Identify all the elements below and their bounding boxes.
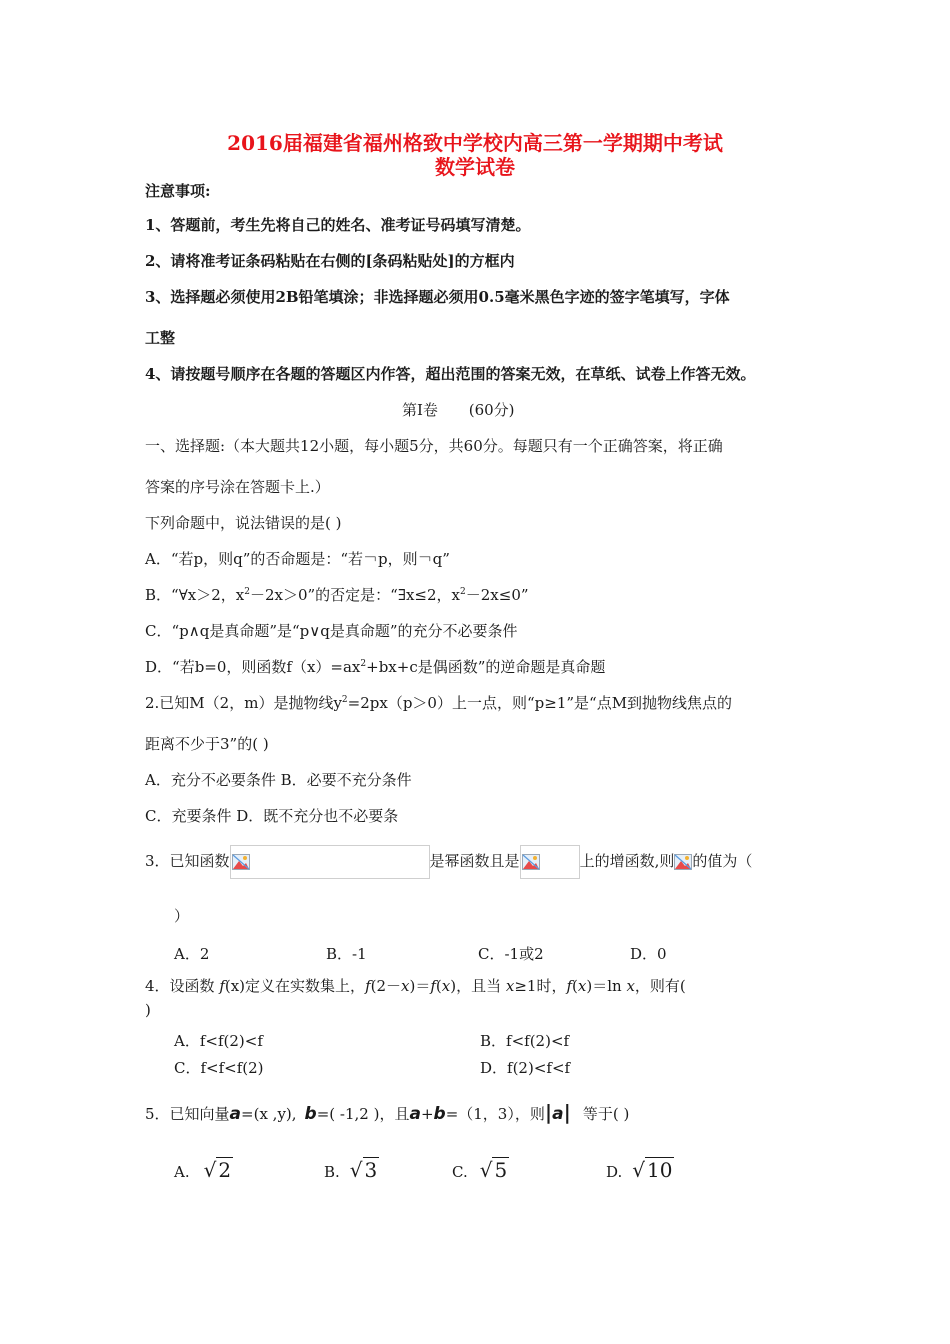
q4-t1: 定义在实数集上， [245,977,366,995]
q5-option-b [324,1158,379,1182]
q5-vector-a: a [229,1104,242,1124]
section-intro-1: 一、选择题:（本大题共12小题，每小题5分，共60分。每题只有一个正确答案，将正确 [145,437,723,455]
q4-x6: x [626,977,635,995]
q1-d-sup: 2 [360,659,367,669]
q5-option-a [174,1158,233,1182]
q4-stem-close: ) [145,1001,151,1019]
exam-subtitle: 数学试卷 [435,155,515,179]
q4-t9: ，则有( [634,977,686,995]
q4-option-a: A．f<f(2)<f [174,1032,263,1050]
q1-d-post: +bx+c是偶函数”的逆命题是真命题 [366,658,606,676]
q4-x5: x [577,977,587,995]
q1-option-d [145,656,605,677]
q5-option-c [452,1158,509,1182]
broken-image-icon [232,854,250,870]
q5-option-a-radicand: 2 [218,1158,232,1182]
q4-x4: x [505,977,515,995]
q3-stem [145,845,752,879]
q3-option-a: A．2 [174,945,210,963]
q1-d-pre: D．“若b=0，则函数f（x）=ax [145,658,361,676]
q3-option-c: C．-1或2 [478,945,544,963]
q5-abs-right: | [563,1100,571,1124]
q5-plus: + [420,1105,434,1123]
q4-t7: ( [572,977,578,995]
broken-image-icon [674,854,692,870]
section-score: (60分) [468,401,515,419]
q5-option-d [606,1158,674,1182]
q5-sum-b: b [433,1104,446,1124]
q5-a-value: =(x ,y), [241,1105,297,1123]
q5-sum-value: =（1，3），则 [445,1105,545,1123]
q5-option-b-label: B. [324,1163,340,1181]
q4-number: 4．设函数 [145,977,220,995]
q4-t5: )，且当 [450,977,506,995]
q3-formula-image-2 [520,845,580,879]
q4-stem [145,975,686,996]
q5-option-d-sqrt: √ 10 [632,1158,673,1182]
q4-t4: ( [435,977,442,995]
q3-option-b: B．-1 [326,945,367,963]
q3-stem-c: 上的增函数,则 [579,852,675,870]
q1-option-c: C．“p∧q是真命题”是“p∨q是真命题”的充分不必要条件 [145,622,518,640]
q5-stem [145,1100,629,1124]
q3-formula-image-1 [230,845,430,879]
q5-option-c-sqrt: √ 5 [479,1158,508,1182]
q4-f1: f [219,977,225,995]
notice-item-1: 1、答题前，考生先将自己的姓名、准考证号码填写清楚。 [145,216,531,234]
q4-t2: (2－ [370,977,402,995]
broken-image-icon [522,854,540,870]
q4-t8: )＝ln [586,977,627,995]
q1-b-mid: －2x＞0”的否定是：“∃x≤2，x [249,586,461,604]
q5-abs-left: | [544,1100,553,1124]
q1-b-post: －2x≤0” [465,586,529,604]
q5-option-b-sqrt: √ 3 [349,1158,378,1182]
section-label [402,399,515,420]
section-title: 第Ⅰ卷 [402,401,438,419]
q4-t3: )＝ [409,977,431,995]
q2-stem-line2: 距离不少于3”的( ) [145,735,269,753]
notice-item-2: 2、请将准考证条码粘贴在右侧的[条码粘贴处]的方框内 [145,252,515,270]
q2-stem-pre: 2.已知M（2，m）是抛物线y [145,694,342,712]
q4-f4: f [566,977,573,995]
exam-title: 2016届福建省福州格致中学校内高三第一学期期中考试 [227,131,723,155]
q1-option-b [145,584,529,605]
q3-stem-d: 的值为（ [692,852,753,870]
q1-b-sup2: 2 [460,587,466,597]
section-intro-2: 答案的序号涂在答题卡上.） [145,478,330,496]
q4-x3: x [441,977,451,995]
q5-number: 5．已知向量 [145,1105,230,1123]
q5-option-c-radicand: 5 [494,1158,508,1182]
q1-stem: 下列命题中，说法错误的是( ) [145,514,342,532]
q4-x2: x [401,977,410,995]
q3-option-d: D．0 [630,945,667,963]
q2-options-cd: C．充要条件 D．既不充分也不必要条 [145,807,399,825]
q5-abs-a: a [552,1104,564,1124]
notice-heading: 注意事项: [145,182,211,200]
q5-sum-a: a [409,1104,421,1124]
q2-sup: 2 [341,695,348,705]
q4-option-d: D．f(2)<f<f [480,1059,571,1077]
q5-option-d-radicand: 10 [647,1158,673,1182]
q5-option-a-label: A. [174,1163,190,1181]
q5-option-c-label: C. [452,1163,468,1181]
q4-option-c: C．f<f<f(2) [174,1059,264,1077]
notice-item-3-cont: 工整 [145,329,176,347]
q5-b-value: =( -1,2 )，且 [316,1105,410,1123]
q5-vector-b: b [304,1104,317,1124]
q4-option-b: B．f<f(2)<f [480,1032,570,1050]
q3-stem-b: 是幂函数且是 [429,852,520,870]
q4-x1: (x) [224,977,246,995]
q5-option-d-label: D. [606,1163,623,1181]
q4-f3: f [430,977,436,995]
q4-f2: f [365,977,371,995]
q2-stem-post: =2px（p＞0）上一点，则“p≥1”是“点M到抛物线焦点的 [347,694,733,712]
q2-options-ab: A．充分不必要条件 B．必要不充分条件 [145,771,412,789]
q1-option-a: A．“若p，则q”的否命题是：“若￢p，则￢q” [145,550,450,568]
q3-stem-close: ） [174,907,190,925]
q2-stem [145,692,732,713]
q1-b-pre: B．“∀x＞2，x [145,586,245,604]
q3-stem-a: 3．已知函数 [145,852,230,870]
q5-option-a-sqrt: √ 2 [203,1158,232,1182]
q4-t6: ≥1时， [514,977,567,995]
notice-item-3: 3、选择题必须使用2B铅笔填涂；非选择题必须用0.5毫米黑色字迹的签字笔填写，字体 [145,288,730,306]
q1-b-sup1: 2 [244,587,250,597]
q5-option-b-radicand: 3 [364,1158,378,1182]
notice-item-4: 4、请按题号顺序在各题的答题区内作答，超出范围的答案无效，在草纸、试卷上作答无效。 [145,365,756,383]
q5-equals: 等于( ) [582,1105,630,1123]
